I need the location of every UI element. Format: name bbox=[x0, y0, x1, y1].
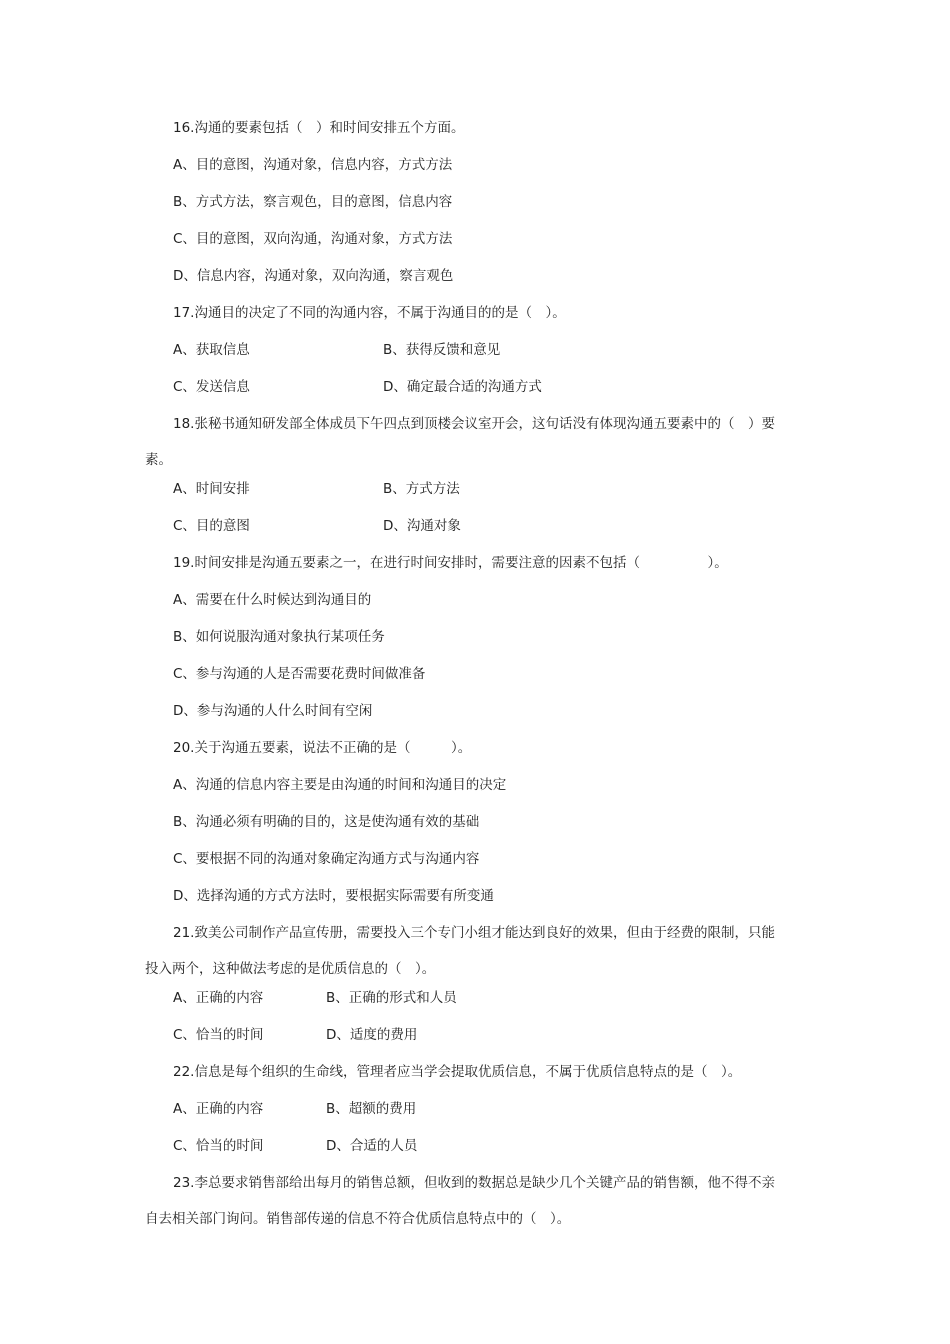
question-16-option-d: D、信息内容，沟通对象，双向沟通，察言观色 bbox=[173, 268, 454, 284]
question-17-option-d: D、确定最合适的沟通方式 bbox=[383, 379, 542, 395]
question-17-option-c: C、发送信息 bbox=[173, 379, 250, 395]
question-21-option-d: D、适度的费用 bbox=[326, 1027, 418, 1043]
question-16-stem: 16.沟通的要素包括（ ）和时间安排五个方面。 bbox=[173, 120, 465, 136]
question-19-option-a: A、需要在什么时候达到沟通目的 bbox=[173, 592, 372, 608]
question-18-option-a: A、时间安排 bbox=[173, 481, 250, 497]
question-17-option-a: A、获取信息 bbox=[173, 342, 250, 358]
question-21-stem-line1: 21.致美公司制作产品宣传册，需要投入三个专门小组才能达到良好的效果，但由于经费的限制，只能 bbox=[173, 925, 775, 941]
question-18-option-b: B、方式方法 bbox=[383, 481, 460, 497]
question-19-stem: 19.时间安排是沟通五要素之一，在进行时间安排时，需要注意的因素不包括（ ）。 bbox=[173, 555, 728, 571]
question-21-option-c: C、恰当的时间 bbox=[173, 1027, 264, 1043]
question-22-option-c: C、恰当的时间 bbox=[173, 1138, 264, 1154]
question-20-option-b: B、沟通必须有明确的目的，这是使沟通有效的基础 bbox=[173, 814, 480, 830]
question-20-option-d: D、选择沟通的方式方法时，要根据实际需要有所变通 bbox=[173, 888, 494, 904]
question-23-stem-line2: 自去相关部门询问。销售部传递的信息不符合优质信息特点中的（ ）。 bbox=[145, 1211, 571, 1227]
question-16-option-c: C、目的意图，双向沟通，沟通对象，方式方法 bbox=[173, 231, 453, 247]
question-17-stem: 17.沟通目的决定了不同的沟通内容，不属于沟通目的的是（ ）。 bbox=[173, 305, 566, 321]
question-20-option-a: A、沟通的信息内容主要是由沟通的时间和沟通目的决定 bbox=[173, 777, 507, 793]
question-18-stem-line2: 素。 bbox=[145, 452, 172, 468]
question-21-stem-line2: 投入两个，这种做法考虑的是优质信息的（ ）。 bbox=[145, 961, 436, 977]
question-22-option-b: B、超额的费用 bbox=[326, 1101, 417, 1117]
question-17-option-b: B、获得反馈和意见 bbox=[383, 342, 501, 358]
question-20-stem: 20.关于沟通五要素，说法不正确的是（ ）。 bbox=[173, 740, 472, 756]
question-19-option-b: B、如何说服沟通对象执行某项任务 bbox=[173, 629, 385, 645]
question-18-option-d: D、沟通对象 bbox=[383, 518, 461, 534]
question-16-option-a: A、目的意图，沟通对象，信息内容，方式方法 bbox=[173, 157, 453, 173]
question-22-stem: 22.信息是每个组织的生命线，管理者应当学会提取优质信息，不属于优质信息特点的是（ ）。 bbox=[173, 1064, 742, 1080]
question-20-option-c: C、要根据不同的沟通对象确定沟通方式与沟通内容 bbox=[173, 851, 480, 867]
question-16-option-b: B、方式方法，察言观色，目的意图，信息内容 bbox=[173, 194, 453, 210]
question-18-stem-line1: 18.张秘书通知研发部全体成员下午四点到顶楼会议室开会，这句话没有体现沟通五要素中的（ ）要 bbox=[173, 416, 775, 432]
question-19-option-d: D、参与沟通的人什么时间有空闲 bbox=[173, 703, 373, 719]
question-23-stem-line1: 23.李总要求销售部给出每月的销售总额，但收到的数据总是缺少几个关键产品的销售额，他不得不亲 bbox=[173, 1175, 775, 1191]
question-21-option-b: B、正确的形式和人员 bbox=[326, 990, 457, 1006]
question-22-option-d: D、合适的人员 bbox=[326, 1138, 418, 1154]
question-18-option-c: C、目的意图 bbox=[173, 518, 250, 534]
question-19-option-c: C、参与沟通的人是否需要花费时间做准备 bbox=[173, 666, 426, 682]
question-21-option-a: A、正确的内容 bbox=[173, 990, 264, 1006]
question-22-option-a: A、正确的内容 bbox=[173, 1101, 264, 1117]
